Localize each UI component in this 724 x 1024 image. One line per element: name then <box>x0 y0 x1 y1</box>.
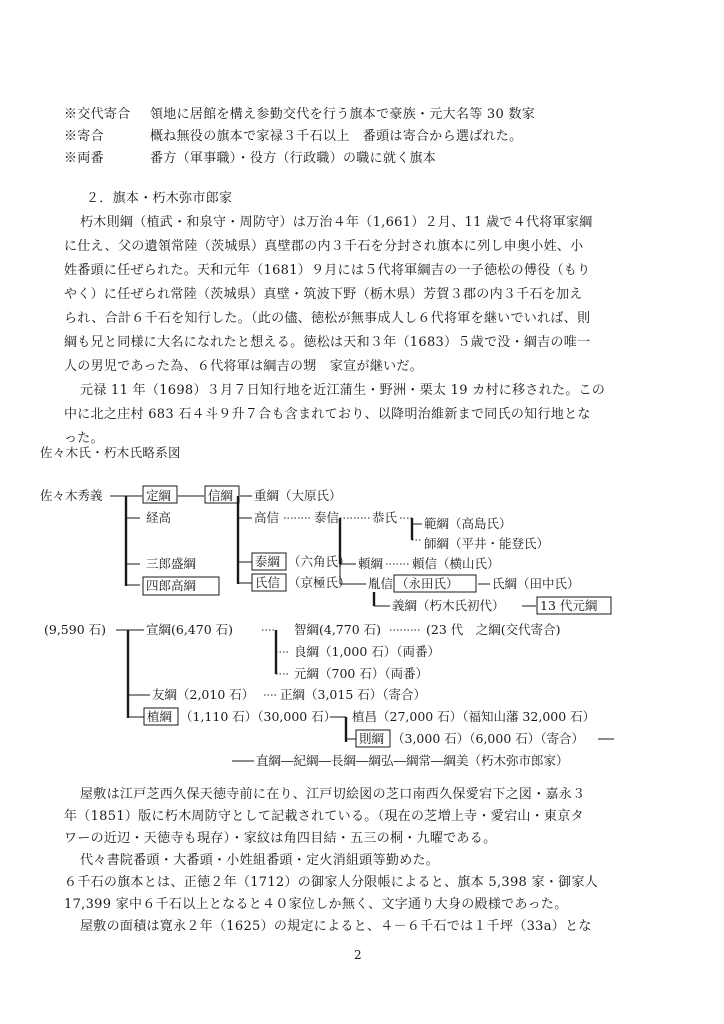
text-line: やく）に任ぜられ常陸（茨城県）真壁・筑波下野（栃木県）芳賀３郡の内３千石を加え <box>64 287 583 302</box>
tree-node: 頼綱 <box>358 556 384 571</box>
note-row <box>64 128 522 146</box>
text-line: られ、合計６千石を知行した。（此の儘、徳松が無事成人し６代将軍を継いでいれば、則 <box>64 311 591 326</box>
note-key: ※寄合 <box>64 129 104 144</box>
tree-node: 良綱（1,000 石）（両番） <box>294 644 441 659</box>
tree-node: （六角氏） <box>288 554 351 569</box>
tree-node-root: 佐々木秀義 <box>40 488 103 503</box>
tree-node: （永田氏） <box>396 576 459 591</box>
tree-node: (9,590 石) <box>44 622 107 637</box>
tree-node: 泰綱 <box>255 554 281 569</box>
tree-caption: 佐々木氏・朽木氏略系図 <box>40 445 181 460</box>
note-text: 概ね無役の旗本で家禄３千石以上 番頭は寄合から選ばれた。 <box>150 129 523 144</box>
tree-node: 正綱（3,015 石）（寄合） <box>280 687 427 702</box>
text-line: 綱も兄と同様に大名になれたと想える。徳松は天和３年（1683）５歳で没・綱吉の唯一 <box>64 335 591 350</box>
tree-node: 信綱 <box>208 488 234 503</box>
note-text: 領地に居館を構え参勤交代を行う旗本で豪族・元大名等 30 数家 <box>150 107 536 122</box>
tree-node: 宣綱(6,470 石) <box>146 622 234 637</box>
text-line: 朽木則綱（植武・和泉守・周防守）は万治４年（1,661）２月、11 歳で４代将軍家綱 <box>80 215 593 230</box>
text-line: 元禄 11 年（1698）３月７日知行地を近江蒲生・野洲・栗太 19 カ村に移された。この <box>80 383 606 398</box>
tree-node: （1,110 石）（30,000 石） <box>180 709 337 724</box>
text-line: ６千石の旗本とは、正徳２年（1712）の御家人分限帳によると、旗本 5,398 家・御家人 <box>64 875 599 890</box>
text-line: 年（1851）版に朽木周防守として記載されている。（現在の芝増上寺・愛宕山・東京タ <box>64 809 584 824</box>
text-line: 屋敷は江戸芝西久保天徳寺前に在り、江戸切絵図の芝口南西久保愛宕下之図・嘉永３ <box>80 787 586 802</box>
tree-node: 恭氏 <box>372 510 398 525</box>
text-line: 人の男児であった為、６代将軍は綱吉の甥 家宣が継いだ。 <box>64 359 423 374</box>
tree-node: 定綱 <box>146 488 172 503</box>
tree-node: 則綱 <box>359 731 385 746</box>
tree-node: （3,000 石）（6,000 石）（寄合） <box>392 731 585 746</box>
tree-node: 経高 <box>146 510 172 525</box>
tree-node: 元綱（700 石）（両番） <box>294 666 429 681</box>
tree-node: （京極氏） <box>288 575 351 590</box>
note-key: ※両番 <box>64 151 104 166</box>
note-text: 番方（軍事職）・役方（行政職）の職に就く旗本 <box>150 151 437 166</box>
text-line: 姓番頭に任ぜられた。天和元年（1681）９月には５代将軍綱吉の一子徳松の傅役（もり <box>64 263 591 278</box>
tree-node: 植昌（27,000 石）（福知山藩 32,000 石） <box>352 709 596 724</box>
text-line: 屋敷の面積は寛永２年（1625）の規定によると、４－６千石では１千坪（33a）とな <box>80 919 592 934</box>
genealogy-tree <box>40 484 640 774</box>
tree-node: 氏信 <box>255 575 281 590</box>
tree-node: 頼信（横山氏） <box>412 556 500 571</box>
text-line: に仕え、父の遺領常陸（茨城県）真壁郡の内３千石を分封され旗本に列し申奥小姓、小 <box>64 239 584 254</box>
text-line: った。 <box>64 431 104 446</box>
page-number: 2 <box>354 948 362 962</box>
note-key: ※交代寄合 <box>64 107 131 122</box>
tree-node: 重綱（大原氏） <box>254 488 342 503</box>
text-line: ワーの近辺・天徳寺も現存）・家紋は角四目結・五三の桐・九曜である。 <box>64 831 497 846</box>
text-line: 中に北之庄村 683 石４斗９升７合も含まれており、以降明治維新まで同氏の知行地とな <box>64 407 591 422</box>
tree-node: 師綱（平井・能登氏） <box>424 536 550 551</box>
tree-node: 義綱（朽木氏初代） <box>392 598 505 613</box>
tree-node: 三郎盛綱 <box>146 556 197 571</box>
tree-node: 智綱(4,770 石) <box>294 622 382 637</box>
tree-node: 直綱―紀綱―長綱―綱弘―綱常―綱美（朽木弥市郎家） <box>256 753 569 768</box>
tree-node: 高信 <box>254 510 280 525</box>
tree-node: 胤信 <box>368 576 394 591</box>
tree-node: 13 代元綱 <box>540 598 598 613</box>
tree-node: 植綱 <box>147 709 173 724</box>
tree-node: (23 代 之綱(交代寄合) <box>426 622 561 637</box>
tree-node: 友綱（2,010 石） <box>152 687 255 702</box>
text-line: 17,399 家中６千石以上となると４０家位しか無く、文字通り大身の殿様であった。 <box>64 897 568 912</box>
tree-node: 氏綱（田中氏） <box>492 576 580 591</box>
text-line: 代々書院番頭・大番頭・小姓組番頭・定火消組頭等勤めた。 <box>80 853 440 868</box>
tree-node: 四郎高綱 <box>146 578 197 593</box>
section-title: ２．旗本・朽木弥市郎家 <box>86 191 233 206</box>
note-row <box>64 150 436 168</box>
tree-node: 範綱（高島氏） <box>424 516 512 531</box>
note-row <box>64 106 535 124</box>
tree-node: 泰信 <box>314 510 340 525</box>
